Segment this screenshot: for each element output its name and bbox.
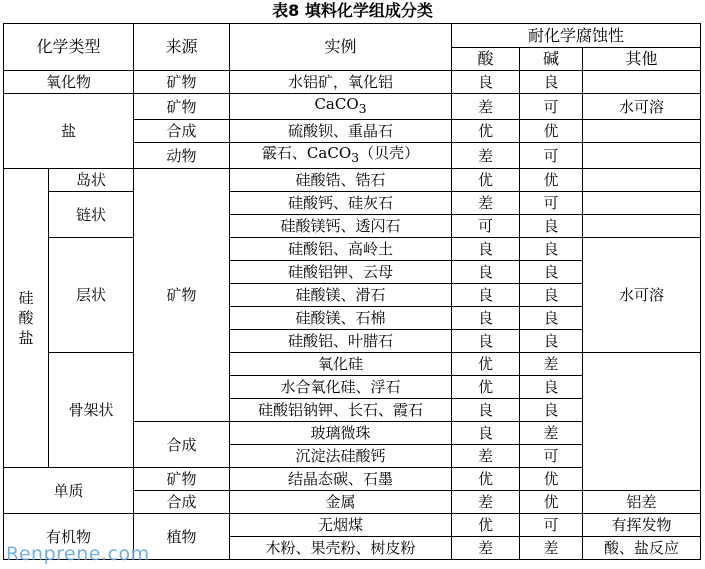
example-cell: 水合氧化硅、浮石 (230, 376, 452, 399)
acid-cell: 良 (452, 71, 520, 94)
example-cell: 氧化硅 (230, 353, 452, 376)
source-cell: 矿物 (134, 94, 230, 120)
table-row (4, 71, 701, 94)
example-cell: 硅酸铝、叶腊石 (230, 330, 452, 353)
example-cell: 硅酸镁、滑石 (230, 284, 452, 307)
header-acid: 酸 (452, 48, 520, 71)
source-cell: 合成 (134, 120, 230, 143)
base-cell: 良 (520, 261, 583, 284)
example-cell (230, 94, 452, 120)
acid-cell: 差 (452, 143, 520, 169)
acid-cell: 差 (452, 445, 520, 468)
header-row (4, 24, 701, 48)
acid-cell: 优 (452, 353, 520, 376)
table-row (4, 94, 701, 120)
base-cell: 良 (520, 376, 583, 399)
silicate-char-1: 硅 (18, 289, 34, 307)
source-cell: 矿物 (134, 71, 230, 94)
example-text: CaCO (314, 95, 359, 113)
type-cell: 盐 (4, 94, 134, 169)
other-cell: 酸、盐反应 (583, 537, 701, 560)
example-cell: 硅酸铝、高岭土 (230, 238, 452, 261)
example-cell: 结晶态碳、石墨 (230, 468, 452, 491)
base-cell: 良 (520, 399, 583, 422)
header-source: 来源 (134, 24, 230, 71)
source-cell: 植物 (134, 514, 230, 560)
example-cell: 金属 (230, 491, 452, 514)
example-cell: 硫酸钡、重晶石 (230, 120, 452, 143)
header-chemical-type: 化学类型 (4, 24, 134, 71)
other-cell (583, 353, 701, 491)
acid-cell: 良 (452, 399, 520, 422)
acid-cell: 优 (452, 468, 520, 491)
header-base: 碱 (520, 48, 583, 71)
subtype-cell: 链状 (49, 192, 134, 238)
other-cell (583, 192, 701, 215)
table-row (4, 353, 701, 376)
other-cell: 水可溶 (583, 238, 701, 353)
acid-cell: 良 (452, 261, 520, 284)
base-cell: 优 (520, 468, 583, 491)
other-cell (583, 120, 701, 143)
subtype-cell: 骨架状 (49, 353, 134, 468)
base-cell: 可 (520, 143, 583, 169)
base-cell: 良 (520, 284, 583, 307)
header-chemical-resistance: 耐化学腐蚀性 (452, 24, 701, 48)
source-cell: 矿物 (134, 169, 230, 422)
base-cell: 良 (520, 71, 583, 94)
other-cell (583, 169, 701, 192)
acid-cell: 良 (452, 422, 520, 445)
table-row (4, 169, 701, 192)
example-tail: （贝壳） (359, 144, 420, 162)
acid-cell: 良 (452, 238, 520, 261)
example-cell: 沉淀法硅酸钙 (230, 445, 452, 468)
example-cell: 硅酸钙、硅灰石 (230, 192, 452, 215)
base-cell: 可 (520, 445, 583, 468)
silicate-char-2: 酸 (18, 309, 34, 327)
acid-cell: 可 (452, 215, 520, 238)
table-row (4, 514, 701, 537)
table-row (4, 238, 701, 261)
filler-classification-table (3, 23, 701, 560)
example-text: 霰石、CaCO (261, 144, 352, 162)
table-title: 表8 填料化学组成分类 (272, 1, 433, 20)
other-cell (583, 143, 701, 169)
example-cell: 硅酸镁钙、透闪石 (230, 215, 452, 238)
base-cell: 优 (520, 169, 583, 192)
acid-cell: 差 (452, 94, 520, 120)
example-cell: 木粉、果壳粉、树皮粉 (230, 537, 452, 560)
base-cell: 可 (520, 514, 583, 537)
source-cell: 动物 (134, 143, 230, 169)
example-subscript: 3 (351, 150, 360, 165)
other-cell: 铝差 (583, 491, 701, 514)
example-cell: 硅酸镁、石棉 (230, 307, 452, 330)
acid-cell: 差 (452, 491, 520, 514)
acid-cell: 优 (452, 514, 520, 537)
acid-cell: 良 (452, 284, 520, 307)
base-cell: 差 (520, 353, 583, 376)
subtype-cell: 岛状 (49, 169, 134, 192)
other-cell: 有挥发物 (583, 514, 701, 537)
header-example: 实例 (230, 24, 452, 71)
example-cell: 无烟煤 (230, 514, 452, 537)
example-cell: 水铝矿，氧化铝 (230, 71, 452, 94)
example-cell: 玻璃微珠 (230, 422, 452, 445)
example-cell (230, 143, 452, 169)
acid-cell: 差 (452, 537, 520, 560)
acid-cell: 优 (452, 169, 520, 192)
acid-cell: 良 (452, 330, 520, 353)
base-cell: 良 (520, 307, 583, 330)
base-cell: 可 (520, 192, 583, 215)
watermark: Renprene.com (6, 543, 150, 565)
acid-cell: 差 (452, 192, 520, 215)
example-cell: 硅酸铝钾、云母 (230, 261, 452, 284)
source-cell: 合成 (134, 491, 230, 514)
base-cell: 可 (520, 94, 583, 120)
silicate-char-3: 盐 (18, 329, 34, 347)
base-cell: 优 (520, 491, 583, 514)
table-row (4, 192, 701, 215)
type-cell-silicate (4, 169, 49, 468)
type-cell: 有机物 (4, 514, 134, 560)
source-cell: 合成 (134, 422, 230, 468)
example-cell: 硅酸铝钠钾、长石、霞石 (230, 399, 452, 422)
base-cell: 优 (520, 120, 583, 143)
subtype-cell: 层状 (49, 238, 134, 353)
base-cell: 良 (520, 330, 583, 353)
other-cell (583, 71, 701, 94)
type-cell: 单质 (4, 468, 134, 514)
base-cell: 差 (520, 422, 583, 445)
acid-cell: 优 (452, 376, 520, 399)
header-other: 其他 (583, 48, 701, 71)
base-cell: 差 (520, 537, 583, 560)
base-cell: 良 (520, 215, 583, 238)
source-cell: 矿物 (134, 468, 230, 491)
acid-cell: 优 (452, 120, 520, 143)
other-cell: 水可溶 (583, 94, 701, 120)
example-cell: 硅酸锆、锆石 (230, 169, 452, 192)
example-subscript: 3 (358, 101, 367, 116)
other-cell (583, 215, 701, 238)
base-cell: 良 (520, 238, 583, 261)
acid-cell: 良 (452, 307, 520, 330)
type-cell: 氧化物 (4, 71, 134, 94)
